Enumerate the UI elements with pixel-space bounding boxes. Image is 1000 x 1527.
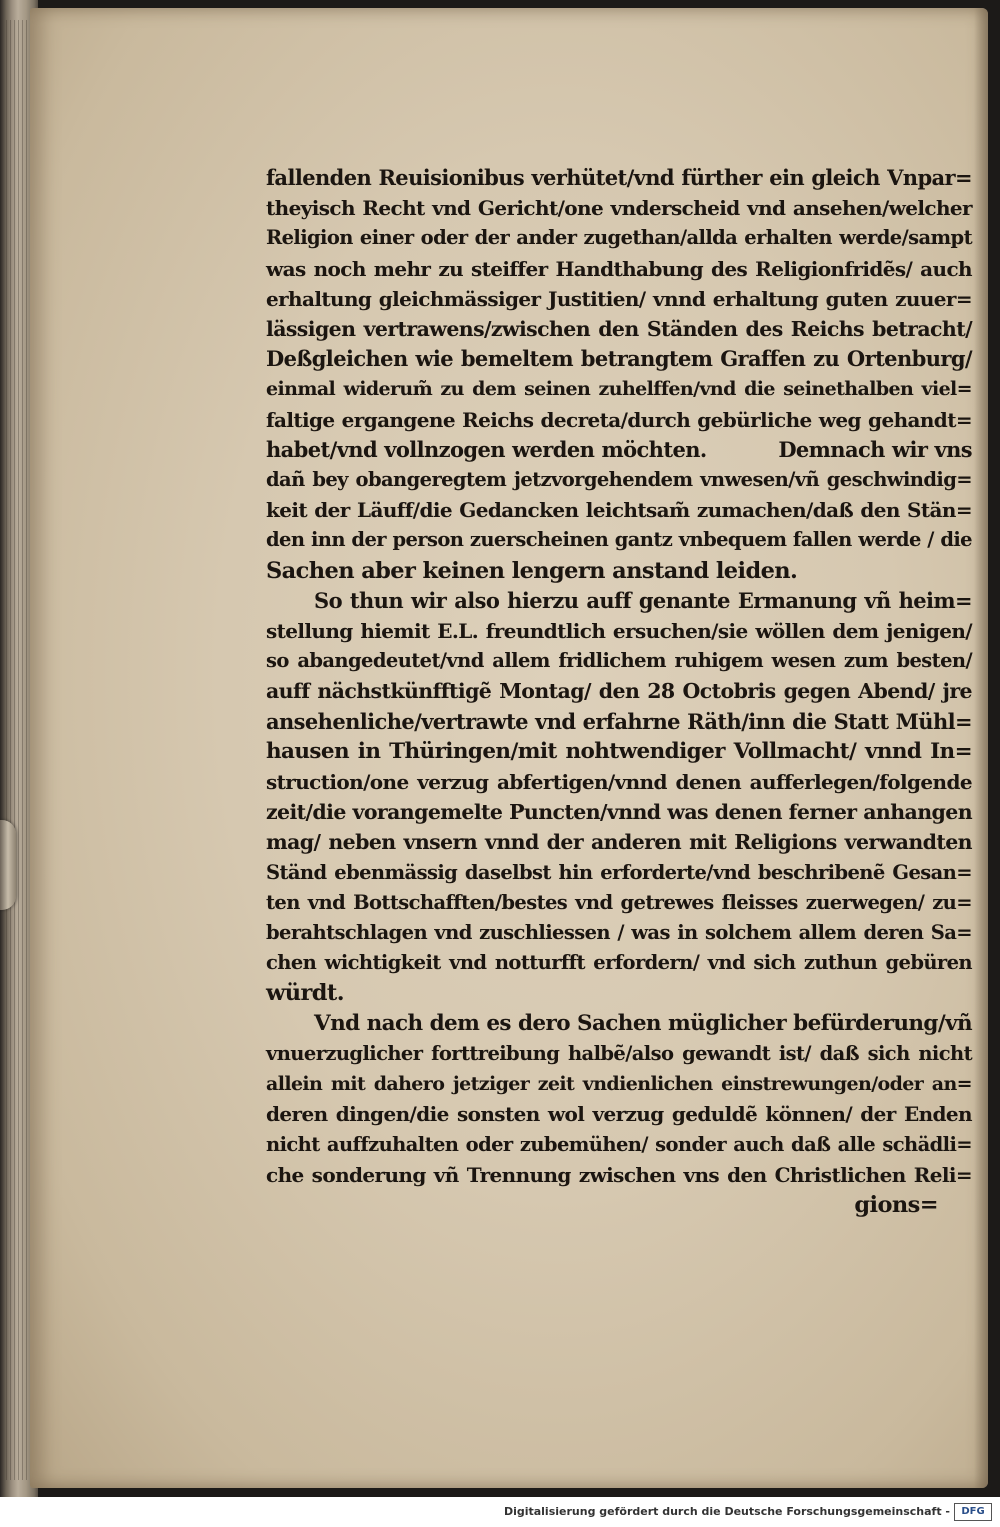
text-line: ten vnd Bottschafften/bestes vnd getrewes fleisses zuerwegen/ zu= (266, 890, 972, 914)
book-page (30, 8, 988, 1488)
book-clasp (0, 820, 16, 910)
text-line: stellung hiemit E.L. freundtlich ersuchen/sie wöllen dem jenigen/ (266, 619, 972, 644)
catchword: gions= (854, 1191, 938, 1218)
text-line: So thun wir also hierzu auff genante Ermanung vñ heim= (314, 587, 972, 613)
text-line: habet/vnd vollnzogen werden möchten. Demnach wir vns (266, 436, 972, 462)
text-line: mag/ neben vnsern vnnd der anderen mit Religions verwandten (266, 830, 972, 855)
text-line: lässigen vertrawens/zwischen den Ständen des Reichs betracht/ (266, 317, 972, 342)
funding-notice: Digitalisierung gefördert durch die Deutsche Forschungsgemeinschaft - (503, 1505, 950, 1518)
text-line: chen wichtigkeit vnd notturfft erfordern/ vnd sich zuthun gebüren (266, 951, 972, 975)
text-line: so abangedeutet/vnd allem fridlichem ruhigem wesen zum besten/ (266, 649, 972, 673)
text-line: deren dingen/die sonsten wol verzug geduldẽ können/ der Enden (266, 1102, 972, 1127)
text-line: erhaltung gleichmässiger Justitien/ vnnd erhaltung guten zuuer= (266, 286, 972, 311)
text-line: dañ bey obangeregtem jetzvorgehendem vnwesen/vñ geschwindig= (266, 468, 972, 492)
text-line: Ständ ebenmässig daselbst hin erforderte/vnd beschribenẽ Gesan= (266, 860, 972, 884)
footer-bar (0, 1497, 1000, 1527)
text-line: Vnd nach dem es dero Sachen müglicher befürderung/vñ (314, 1010, 972, 1036)
text-line: den inn der person zuerscheinen gantz vnbequem fallen werde / die (266, 528, 972, 552)
text-line: allein mit dahero jetziger zeit vndienlichen einstrewungen/oder an= (266, 1073, 972, 1096)
text-line: auff nächstkünfftigẽ Montag/ den 28 Octobris gegen Abend/ jre (266, 679, 972, 704)
text-line: theyisch Recht vnd Gericht/one vnderscheid vnd ansehen/welcher (266, 196, 972, 221)
text-line: nicht auffzuhalten oder zubemühen/ sonder auch daß alle schädli= (266, 1132, 972, 1156)
text-line: faltige ergangene Reichs decreta/durch gebürliche weg gehandt= (266, 407, 972, 432)
page-text (266, 163, 972, 1220)
text-line: vnuerzuglicher forttreibung halbẽ/also gewandt ist/ daß sich nicht (266, 1041, 972, 1065)
text-line: struction/one verzug abfertigen/vnnd denen aufferlegen/folgende (266, 770, 972, 795)
text-line: che sonderung vñ Trennung zwischen vns den Christlichen Reli= (266, 1162, 972, 1187)
text-line: Religion einer oder der ander zugethan/allda erhalten werde/sampt (266, 226, 972, 250)
text-line: ansehenliche/vertrawte vnd erfahrne Räth/inn die Statt Mühl= (266, 708, 972, 734)
text-line: fallenden Reuisionibus verhütet/vnd fürther ein gleich Vnpar= (266, 165, 972, 190)
text-line: was noch mehr zu steiffer Handthabung des Religionfridẽs/ auch (266, 256, 972, 281)
page-right-edge (974, 8, 988, 1488)
text-line: Sachen aber keinen lengern anstand leiden. (266, 557, 798, 584)
text-line: einmal widerum̃ zu dem seinen zuhelffen/vnd die seinethalben viel= (266, 378, 972, 401)
text-line: berahtschlagen vnd zuschliessen / was in solchem allem deren Sa= (266, 921, 972, 945)
text-line: keit der Läuff/die Gedancken leichtsam̃ zumachen/daß den Stän= (266, 498, 972, 523)
text-line: würdt. (266, 980, 344, 1007)
dfg-logo-icon: DFG (954, 1503, 992, 1521)
text-line: Deßgleichen wie bemeltem betrangtem Graffen zu Ortenburg/ (266, 346, 972, 372)
text-line: zeit/die vorangemelte Puncten/vnnd was denen ferner anhangen (266, 800, 972, 825)
text-line: hausen in Thüringen/mit nohtwendiger Vollmacht/ vnnd In= (266, 738, 972, 764)
